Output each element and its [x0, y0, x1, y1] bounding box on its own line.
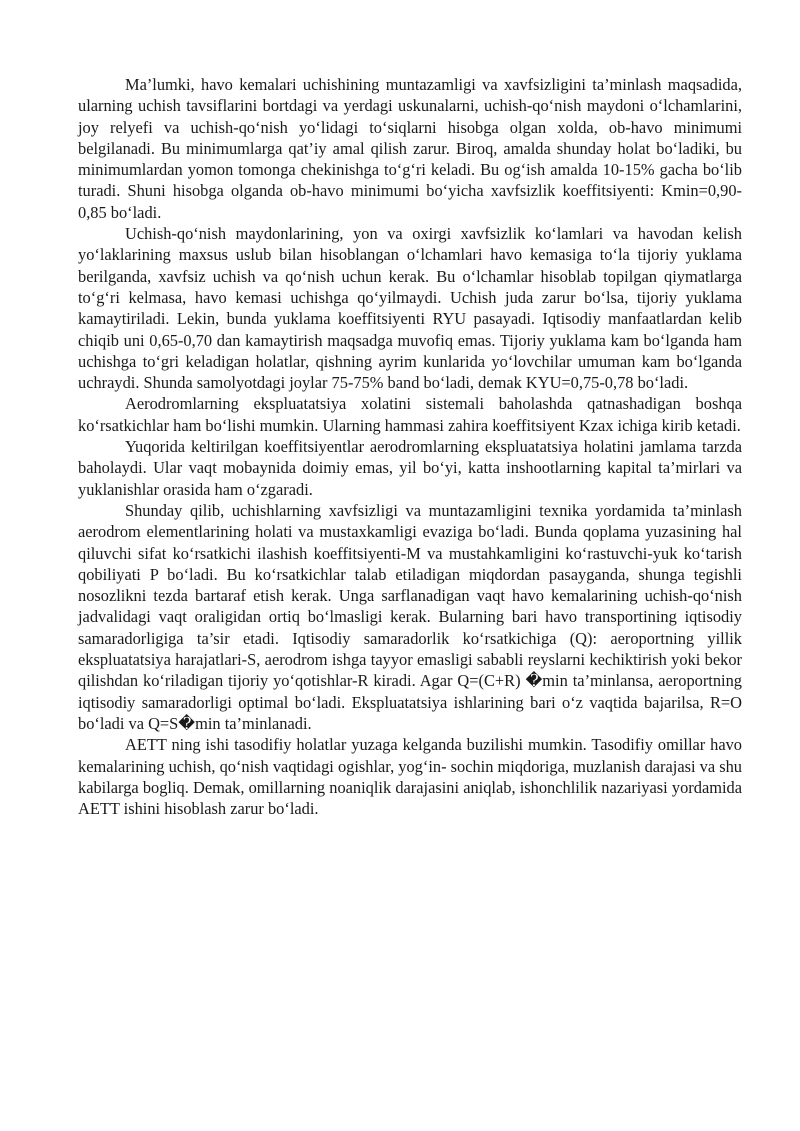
paragraph-other-indicators: Aerodromlarning ekspluatatsiya xolatini sistemali baholashda qatnashadigan boshqa ko‘rsatkichlar ham bo‘lishi mumkin. Ularning hammasi zahira koeffitsiyent Kzax ichiga kirib ketadi. — [78, 394, 742, 435]
document-body — [78, 74, 742, 819]
paragraph-aett-reliability: AETT ning ishi tasodifiy holatlar yuzaga kelganda buzilishi mumkin. Tasodifiy omillar havo kemalarining uchish, qo‘nish vaqtidagi ogishlar, yog‘in- sochin miqdoriga, muzlanish darajasi va shu kabilarga bogliq. Demak, omillarning noaniqlik darajasini aniqlab, ishonchlilik nazariyasi yordamida AETT ishini hisoblash zarur bo‘ladi. — [78, 735, 742, 819]
paragraph-coefficients: Yuqorida keltirilgan koeffitsiyentlar aerodromlarning ekspluatatsiya holatini jamlama tarzda baholaydi. Ular vaqt mobaynida doimiy emas, yil bo‘yi, katta inshootlarning kapital ta’mirlari va yuklanishlar orasida ham o‘zgaradi. — [78, 437, 742, 499]
paragraph-economic-efficiency: Shunday qilib, uchishlarning xavfsizligi va muntazamligini texnika yordamida ta’minlash aerodrom elementlarining holati va mustaxkamligi evaziga bo‘ladi. Bunda qoplama yuzasining hal qiluvchi sifat ko‘rsatkichi ilashish koeffitsiyenti-M va mustahkamligini ko‘rastuvchi-yuk ko‘tarish qobiliyati P bo‘ladi. Bu ko‘rsatkichlar talab etiladigan miqdordan pasayganda, shunga tegishli nosozlikni tezda bartaraf etish kerak. Unga sarflanadigan vaqt havo kemalarining uchish-qo‘nish jadvalidagi vaqt oraligidan ortiq bo‘lmasligi kerak. Bularning bari havo transportining iqtisodiy samaradorligiga ta’sir etadi. Iqtisodiy samaradorlik ko‘rsatkichiga (Q): aeroportning yillik ekspluatatsiya harajatlari-S, aerodrom ishga tayyor emasligi sababli reyslarni kechiktirish yoki bekor qilishdan ko‘riladigan tijoriy yo‘qotishlar-R kiradi. Agar Q=(C+R) �min ta’minlansa, aeroportning iqtisodiy samaradorligi optimal bo‘ladi. Ekspluatatsiya ishlarining bari o‘z vaqtida bajarilsa, R=O bo‘ladi va Q=S�min ta’minlanadi. — [78, 500, 742, 733]
paragraph-runway-dimensions: Uchish-qo‘nish maydonlarining, yon va oxirgi xavfsizlik ko‘lamlari va havodan kelish yo‘laklarining maxsus uslub bilan hisoblangan o‘lchamlari havo kemasiga to‘la tijoriy yuklama berilganda, xavfsiz uchish va qo‘nish uchun kerak. Bu o‘lchamlar hisoblab topilgan qiymatlarga to‘g‘ri kelmasa, havo kemasi uchishga qo‘yilmaydi. Uchish juda zarur bo‘lsa, tijoriy yuklama kamaytiriladi. Lekin, bunda yuklama koeffitsiyenti RYU pasayadi. Iqtisodiy manfaatlardan kelib chiqib uni 0,65-0,70 dan kamaytirish maqsadga muvofiq emas. Tijoriy yuklama kam bo‘lganda ham uchishga to‘gri keladigan holatlar, qishning ayrim kunlarida yo‘lovchilar umuman kam bo‘lganda uchraydi. Shunda samolyotdagi joylar 75-75% band bo‘ladi, demak KYU=0,75-0,78 bo‘ladi. — [78, 224, 742, 393]
paragraph-weather-minimum: Ma’lumki, havo kemalari uchishining muntazamligi va xavfsizligini ta’minlash maqsadida, ularning uchish tavsiflarini bortdagi va yerdagi uskunalarni, uchish-qo‘nish maydoni o‘lchamlarini, joy relyefi va uchish-qo‘nish yo‘lidagi to‘siqlarni hisobga olgan xolda, ob-havo minimumi belgilanadi. Bu minimumlarga qat’iy amal qilish zarur. Biroq, amalda shunday holat bo‘ladiki, bu minimumlardan yomon tomonga chekinishga to‘g‘ri keladi. Bu og‘ish amalda 10-15% gacha bo‘lib turadi. Shuni hisobga olganda ob-havo minimumi bo‘yicha xavfsizlik koeffitsiyenti: Kmin=0,90-0,85 bo‘ladi. — [78, 75, 742, 222]
